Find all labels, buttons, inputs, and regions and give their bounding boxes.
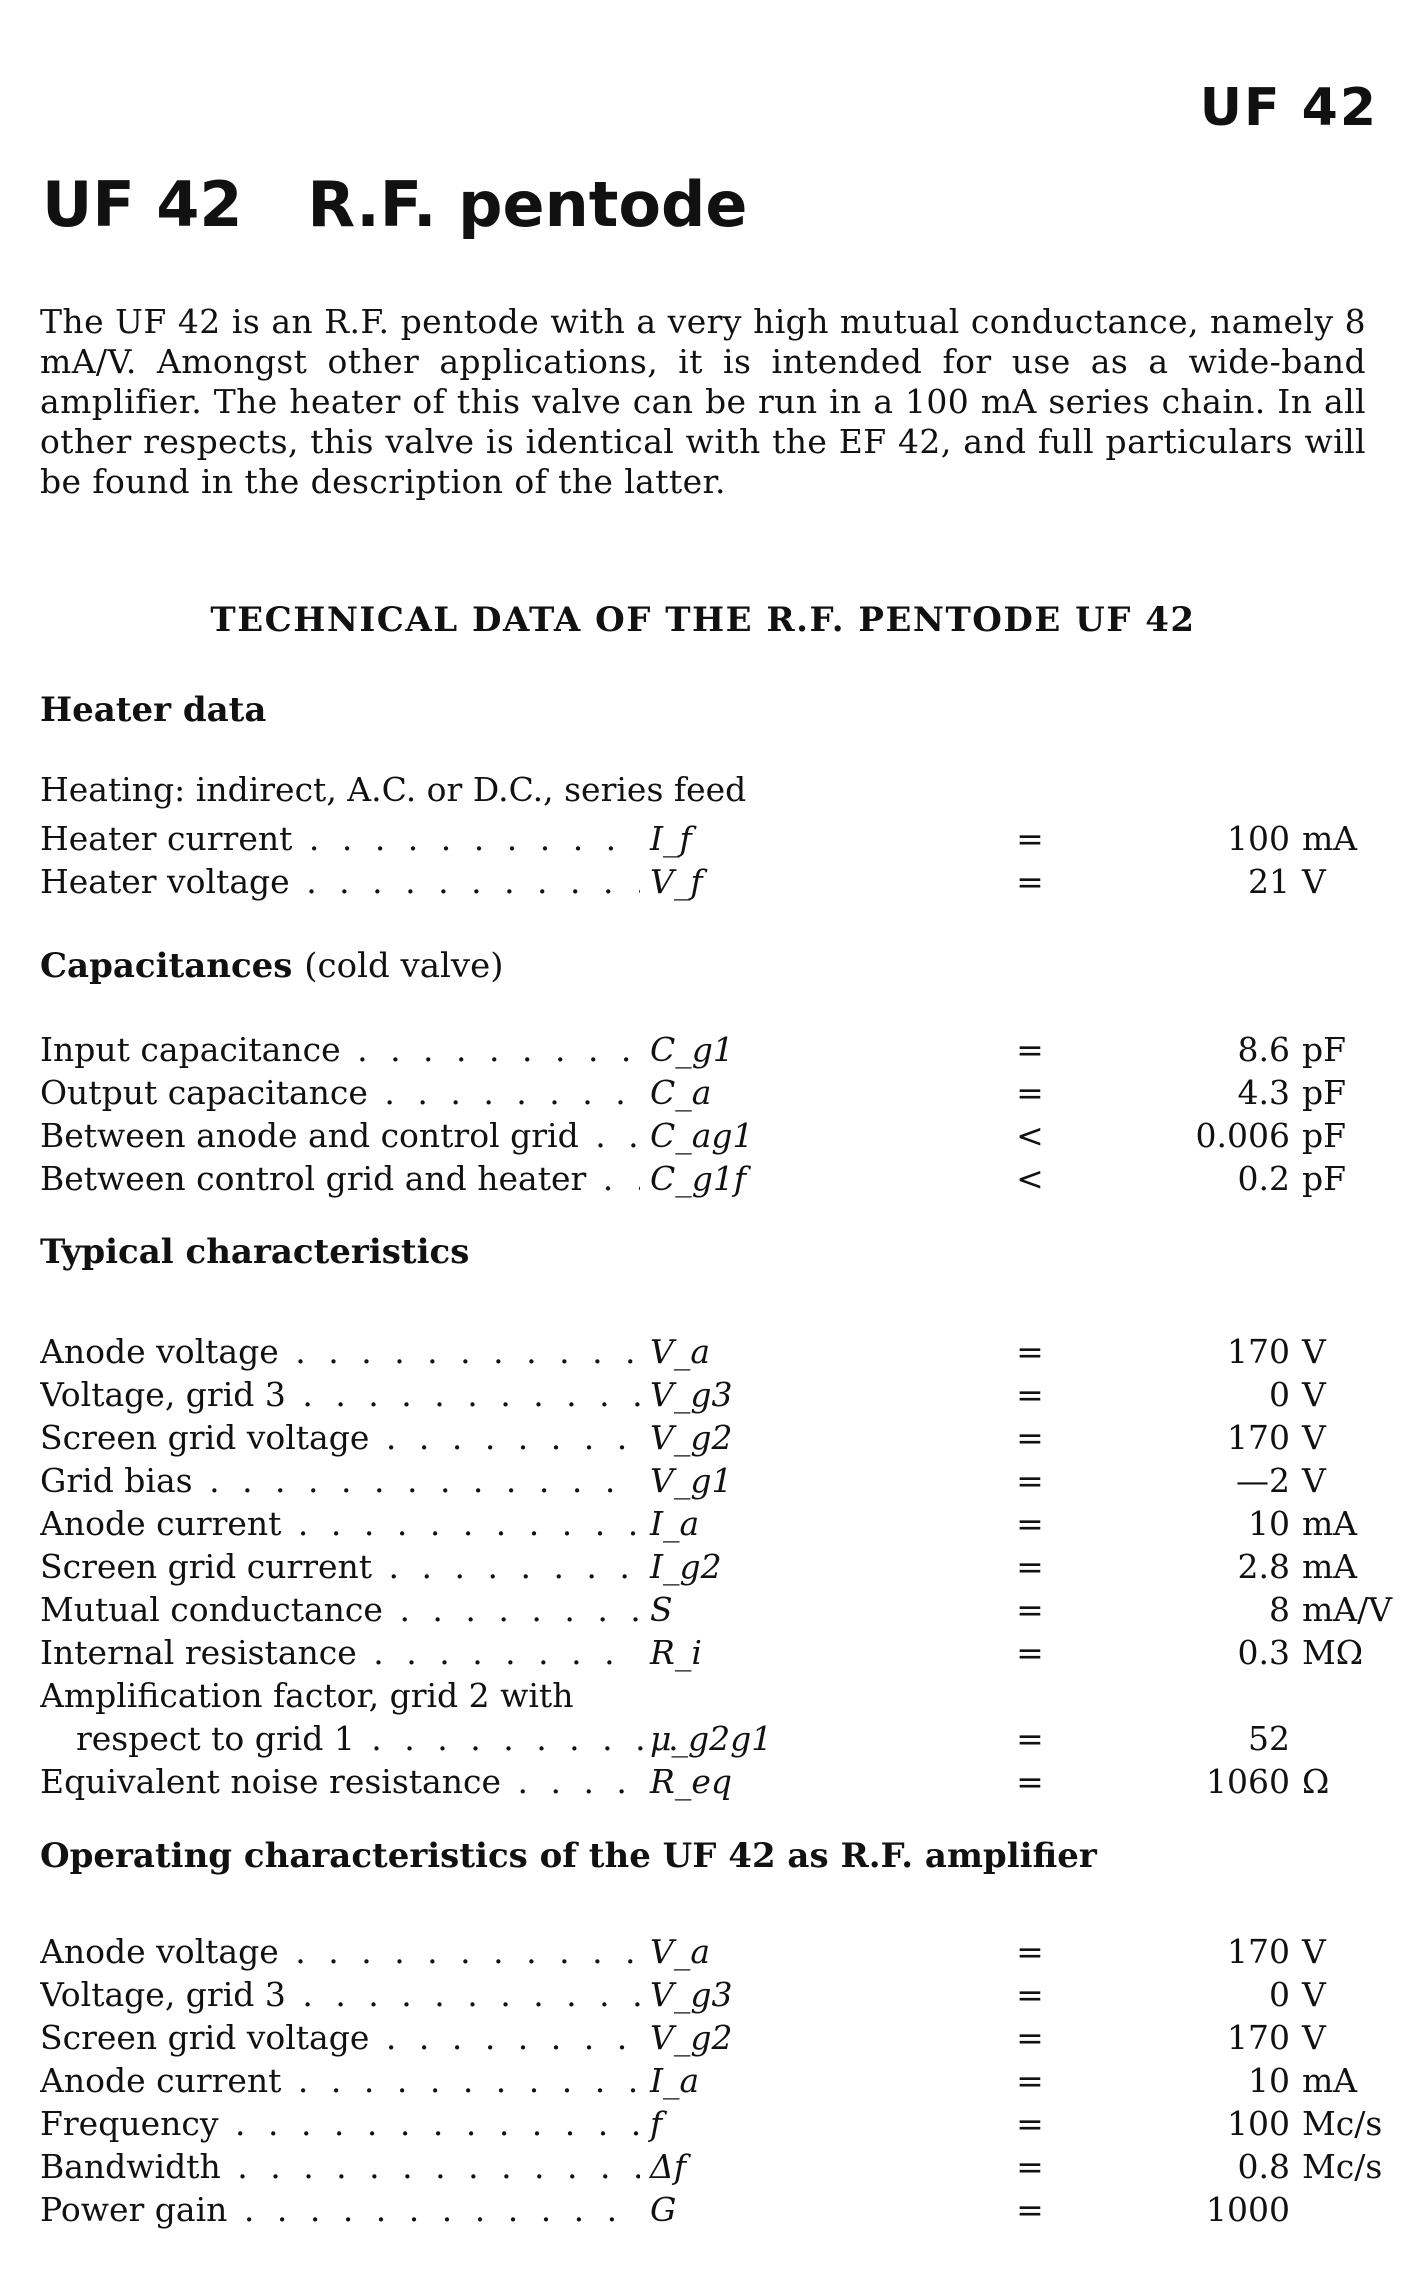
- row-relation: =: [1016, 2061, 1044, 2100]
- table-row: [40, 1930, 1380, 1973]
- row-label: Grid bias . . .: [40, 1459, 640, 1502]
- row-unit: Mc/s: [1302, 2104, 1383, 2143]
- row-label: Between control grid and heater . . .: [40, 1157, 640, 1200]
- row-unit: V: [1302, 1975, 1326, 2014]
- row-label: Amplification factor, grid 2 with: [40, 1676, 574, 1715]
- heater-section-title: Heater data: [40, 690, 267, 730]
- row-value: 170: [1227, 1332, 1290, 1371]
- table-row: [40, 817, 1380, 860]
- row-relation: =: [1016, 2104, 1044, 2143]
- table-row: [40, 1631, 1380, 1674]
- row-unit: V: [1302, 2018, 1326, 2057]
- row-unit: V: [1302, 1461, 1326, 1500]
- table-row: [40, 1459, 1380, 1502]
- row-symbol: V_g3: [650, 1975, 733, 2014]
- heater-table: [40, 817, 1380, 903]
- row-relation: =: [1016, 1633, 1044, 1672]
- row-unit: mA: [1302, 1547, 1358, 1586]
- row-value: 0.3: [1237, 1633, 1290, 1672]
- row-label: Heater voltage . . .: [40, 860, 640, 903]
- row-label: Voltage, grid 3 . . .: [40, 1973, 640, 2016]
- capacitances-title: Capacitances: [40, 946, 293, 986]
- row-label: Power gain . . .: [40, 2188, 640, 2231]
- row-value: 1000: [1206, 2190, 1290, 2229]
- row-unit: MΩ: [1302, 1633, 1364, 1672]
- table-row: [40, 2145, 1383, 2188]
- table-row: [40, 1114, 1380, 1157]
- row-symbol: V_a: [650, 1932, 711, 1971]
- row-label: Input capacitance . . .: [40, 1028, 640, 1071]
- row-label: Voltage, grid 3 . . .: [40, 1373, 640, 1416]
- row-value: 0: [1269, 1975, 1290, 2014]
- row-symbol: V_g2: [650, 2018, 733, 2057]
- capacitances-table: [40, 1028, 1380, 1200]
- row-unit: pF: [1302, 1073, 1347, 1112]
- row-value: 8.6: [1237, 1030, 1290, 1069]
- row-value: 170: [1227, 2018, 1290, 2057]
- table-row: [40, 1545, 1380, 1588]
- table-row: [40, 2188, 1380, 2231]
- row-value: 100: [1227, 819, 1290, 858]
- row-symbol: C_a: [650, 1073, 712, 1112]
- row-unit: mA: [1302, 819, 1358, 858]
- row-relation: =: [1016, 1590, 1044, 1629]
- row-relation: =: [1016, 862, 1044, 901]
- row-unit: V: [1302, 1932, 1326, 1971]
- row-relation: =: [1016, 2018, 1044, 2057]
- row-label: Internal resistance . . .: [40, 1631, 640, 1674]
- row-relation: =: [1016, 1375, 1044, 1414]
- row-relation: =: [1016, 1719, 1044, 1758]
- row-unit: pF: [1302, 1116, 1347, 1155]
- table-row: [40, 1502, 1380, 1545]
- row-unit: Ω: [1302, 1762, 1330, 1801]
- row-unit: V: [1302, 1418, 1326, 1457]
- row-unit: V: [1302, 862, 1326, 901]
- table-row: [40, 1588, 1393, 1631]
- table-row: [40, 1071, 1380, 1114]
- row-relation: =: [1016, 1461, 1044, 1500]
- typical-table: [40, 1330, 1393, 1803]
- row-symbol: V_a: [650, 1332, 711, 1371]
- row-label: respect to grid 1 . . .: [40, 1717, 676, 1760]
- table-row: [40, 1674, 1380, 1717]
- row-relation: =: [1016, 1975, 1044, 2014]
- row-symbol: I_f: [650, 819, 692, 858]
- row-relation: <: [1016, 1159, 1044, 1198]
- row-symbol: f: [650, 2104, 663, 2143]
- row-value: 0: [1269, 1375, 1290, 1414]
- row-value: —2: [1236, 1461, 1290, 1500]
- row-value: 4.3: [1237, 1073, 1290, 1112]
- capacitances-note: (cold valve): [304, 946, 504, 986]
- row-relation: =: [1016, 1547, 1044, 1586]
- row-unit: pF: [1302, 1030, 1347, 1069]
- typical-section-title: Typical characteristics: [40, 1232, 470, 1272]
- row-relation: =: [1016, 2147, 1044, 2186]
- heating-line: Heating: indirect, A.C. or D.C., series feed: [40, 770, 747, 809]
- table-row: [40, 860, 1380, 903]
- row-label: Anode current . . .: [40, 1502, 640, 1545]
- row-relation: <: [1016, 1116, 1044, 1155]
- row-label: Screen grid voltage . . .: [40, 1416, 640, 1459]
- row-value: 1060: [1206, 1762, 1290, 1801]
- row-value: 10: [1248, 2061, 1290, 2100]
- row-label: Screen grid current . . .: [40, 1545, 640, 1588]
- row-value: 170: [1227, 1932, 1290, 1971]
- row-unit: pF: [1302, 1159, 1347, 1198]
- row-symbol: C_g1: [650, 1030, 734, 1069]
- row-symbol: C_ag1: [650, 1116, 754, 1155]
- row-label: Heater current . . .: [40, 817, 640, 860]
- row-label: Frequency . . .: [40, 2102, 640, 2145]
- row-symbol: V_g3: [650, 1375, 733, 1414]
- table-row: [40, 1717, 1380, 1760]
- row-value: 0.006: [1195, 1116, 1290, 1155]
- row-unit: mA: [1302, 1504, 1358, 1543]
- row-relation: =: [1016, 1932, 1044, 1971]
- table-row: [40, 1416, 1380, 1459]
- intro-paragraph: The UF 42 is an R.F. pentode with a very high mutual conductance, namely 8 mA/V. Amongst other applications, it is intended for use as a wide-band amplifier. The heater of this valve can be run in a 100 mA series chain. In all other respects, this valve is identical with the EF 42, and full particulars will be found in the description of the latter.: [40, 302, 1366, 501]
- row-unit: V: [1302, 1332, 1326, 1371]
- row-unit: V: [1302, 1375, 1326, 1414]
- row-relation: =: [1016, 819, 1044, 858]
- row-label: Between anode and control grid . . .: [40, 1114, 640, 1157]
- row-value: 0.2: [1237, 1159, 1290, 1198]
- row-relation: =: [1016, 1762, 1044, 1801]
- row-symbol: I_a: [650, 1504, 700, 1543]
- row-value: 2.8: [1237, 1547, 1290, 1586]
- table-row: [40, 1373, 1380, 1416]
- table-row: [40, 1973, 1380, 2016]
- row-label: Anode voltage . . .: [40, 1330, 640, 1373]
- row-relation: =: [1016, 1418, 1044, 1457]
- table-row: [40, 2102, 1383, 2145]
- row-symbol: V_f: [650, 862, 703, 901]
- row-label: Bandwidth . . .: [40, 2145, 640, 2188]
- table-row: [40, 1330, 1380, 1373]
- row-symbol: R_i: [650, 1633, 702, 1672]
- row-unit: mA/V: [1302, 1590, 1393, 1629]
- row-value: 100: [1227, 2104, 1290, 2143]
- row-symbol: G: [650, 2190, 677, 2229]
- table-row: [40, 1157, 1380, 1200]
- row-value: 52: [1248, 1719, 1290, 1758]
- page-header-code: UF 42: [1199, 78, 1378, 138]
- row-label: Anode current . . .: [40, 2059, 640, 2102]
- capacitances-section-title: [40, 946, 503, 986]
- table-row: [40, 2059, 1380, 2102]
- row-value: 21: [1248, 862, 1290, 901]
- technical-data-heading: TECHNICAL DATA OF THE R.F. PENTODE UF 42: [210, 600, 1196, 640]
- row-symbol: μ_g2g1: [650, 1719, 773, 1758]
- row-symbol: S: [650, 1590, 673, 1629]
- row-symbol: R_eq: [650, 1762, 733, 1801]
- table-row: [40, 2016, 1380, 2059]
- row-value: 0.8: [1237, 2147, 1290, 2186]
- row-label: Output capacitance . . .: [40, 1071, 640, 1114]
- operating-section-title: Operating characteristics of the UF 42 as R.F. amplifier: [40, 1836, 1097, 1876]
- row-value: 170: [1227, 1418, 1290, 1457]
- table-row: [40, 1760, 1380, 1803]
- row-relation: =: [1016, 1073, 1044, 1112]
- row-value: 8: [1269, 1590, 1290, 1629]
- row-unit: Mc/s: [1302, 2147, 1383, 2186]
- row-label: Equivalent noise resistance . . .: [40, 1760, 640, 1803]
- row-unit: mA: [1302, 2061, 1358, 2100]
- row-symbol: I_g2: [650, 1547, 722, 1586]
- row-relation: =: [1016, 1504, 1044, 1543]
- row-symbol: V_g1: [650, 1461, 733, 1500]
- row-symbol: C_g1f: [650, 1159, 747, 1198]
- row-relation: =: [1016, 2190, 1044, 2229]
- row-value: 10: [1248, 1504, 1290, 1543]
- row-symbol: Δf: [650, 2147, 687, 2186]
- row-label: Mutual conductance . . .: [40, 1588, 640, 1631]
- row-symbol: I_a: [650, 2061, 700, 2100]
- page-title: UF 42 R.F. pentode: [42, 168, 748, 241]
- row-relation: =: [1016, 1030, 1044, 1069]
- operating-table: [40, 1930, 1383, 2231]
- row-symbol: V_g2: [650, 1418, 733, 1457]
- table-row: [40, 1028, 1380, 1071]
- row-label: Screen grid voltage . . .: [40, 2016, 640, 2059]
- row-relation: =: [1016, 1332, 1044, 1371]
- row-label: Anode voltage . . .: [40, 1930, 640, 1973]
